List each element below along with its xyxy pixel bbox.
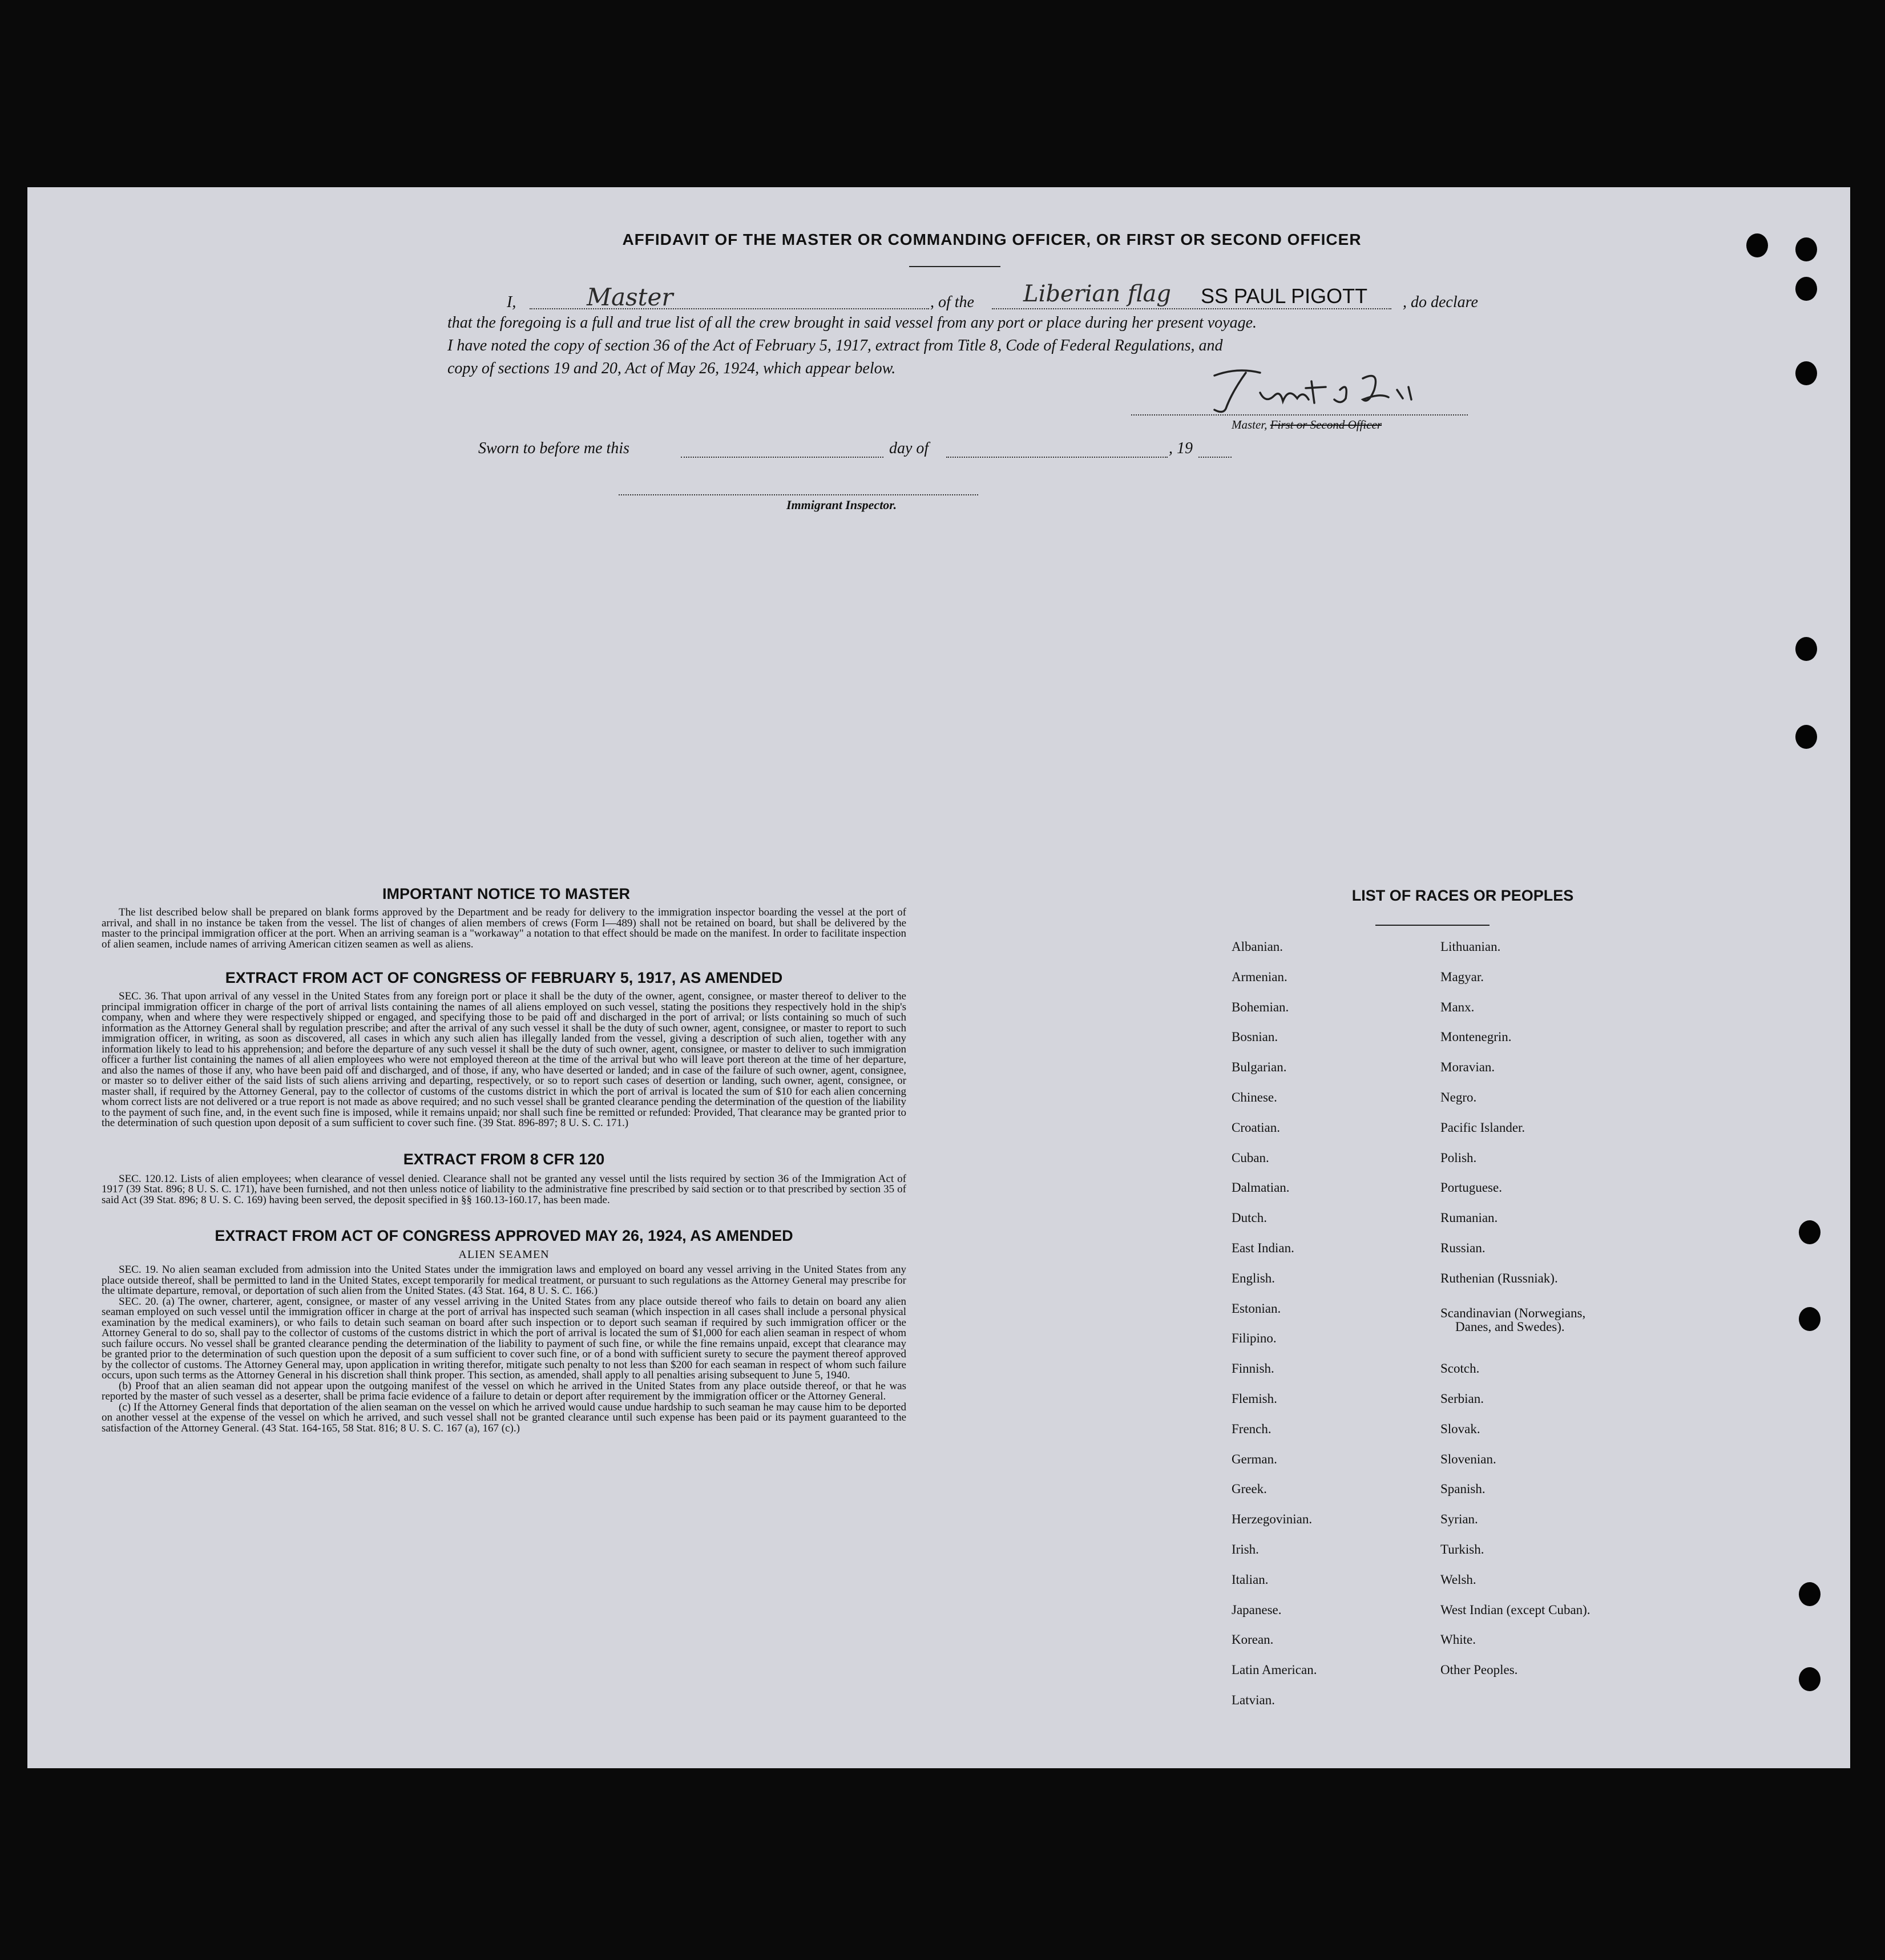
race-item: Pacific Islander. <box>1440 1120 1525 1135</box>
race-item: Slovak. <box>1440 1421 1480 1436</box>
race-item: French. <box>1232 1421 1272 1436</box>
race-item: Korean. <box>1232 1632 1274 1647</box>
race-item: Dalmatian. <box>1232 1180 1290 1195</box>
race-item: Finnish. <box>1232 1361 1274 1376</box>
punch-hole <box>1795 725 1817 749</box>
races-title: LIST OF RACES OR PEOPLES <box>1351 887 1574 904</box>
race-item: Albanian. <box>1232 939 1283 954</box>
extract-cfr-title: EXTRACT FROM 8 CFR 120 <box>403 1150 605 1168</box>
race-item: Croatian. <box>1232 1120 1280 1135</box>
notice-title: IMPORTANT NOTICE TO MASTER <box>382 885 630 902</box>
race-item: Estonian. <box>1232 1301 1281 1316</box>
caption-master: Master, <box>1232 418 1268 431</box>
race-item: Spanish. <box>1440 1482 1486 1497</box>
race-item: Manx. <box>1440 999 1475 1014</box>
punch-hole <box>1799 1667 1821 1691</box>
race-item: Cuban. <box>1232 1150 1269 1165</box>
race-item: Slovenian. <box>1440 1451 1496 1466</box>
sworn-month-field <box>946 439 1168 458</box>
vessel-name: SS PAUL PIGOTT <box>1201 284 1368 308</box>
race-item: Syrian. <box>1440 1512 1478 1527</box>
race-item: Montenegrin. <box>1440 1030 1512 1044</box>
signature-line <box>1131 414 1468 416</box>
sworn-line <box>478 439 1277 462</box>
race-item: Lithuanian. <box>1440 939 1501 954</box>
race-item: Welsh. <box>1440 1572 1476 1587</box>
punch-hole <box>1795 277 1817 301</box>
extract-1924-subtitle: ALIEN SEAMEN <box>458 1248 550 1261</box>
punch-hole <box>1799 1220 1821 1244</box>
left-column <box>102 885 906 1434</box>
affidavit-title: AFFIDAVIT OF THE MASTER OR COMMANDING OFFICER, OR FIRST OR SECOND OFFICER <box>622 231 1362 248</box>
sworn-year-field <box>1198 439 1232 458</box>
race-item: Japanese. <box>1232 1602 1282 1617</box>
race-item: Moravian. <box>1440 1060 1495 1075</box>
race-item: Other Peoples. <box>1440 1663 1518 1677</box>
sec19-text: SEC. 19. No alien seaman excluded from admission into the United States under the immigration laws and employed on board any vessel arriving in the United States from any place outside thereof, shall be permitted to land in the United States, except temporarily for medical treatment, or pursuant to such regulations as the Attorney General may prescribe for the ultimate departure, removal, or deportation of such alien from the United States. (43 Stat. 164, 8 U. S. C. 166.) <box>102 1264 906 1297</box>
race-item: Latin American. <box>1232 1663 1317 1677</box>
sec20a-text: SEC. 20. (a) The owner, charterer, agent, consignee, or master of any vessel arriving in the United States from any place outside thereof who fails to detain on board any alien seaman employed on such vessel until the immigration officer in charge at the port of arrival has inspected such seaman (which inspection in all cases shall include a personal physical examination by the medical examiners), or who fails to detain such seaman on board after such inspection or to deport such seaman if required by such immigration officer or the Attorney General to do so, shall pay to the collector of customs of the customs district in which the port of arrival is located the sum of $1,000 for each alien seaman in respect of whom such failure occurs. No vessel shall be granted clearance pending the determination of the liability to payment of such fine, or while the fine remains unpaid, except that clearance may be granted prior to the determination of such question upon the deposit of a sum sufficient to cover such fine, or of a bond with sufficient surety to secure the payment thereof approved by the collector of customs. The Attorney General may, upon application in writing therefor, mitigate such penalty to not less than $200 for each seaman in respect of whom such failure occurs, upon such terms as the Attorney General in his discretion shall think proper. This section, as amended, shall apply to all penalties arising subsequent to June 5, 1940. <box>102 1295 906 1381</box>
affidavit-line-4: copy of sections 19 and 20, Act of May 26, 1924, which appear below. <box>447 360 896 377</box>
document-page <box>27 187 1850 1768</box>
race-item: West Indian (except Cuban). <box>1440 1602 1591 1617</box>
caption-struck: First or Second Officer <box>1270 418 1382 431</box>
affidavit-line-3: I have noted the copy of section 36 of the Act of February 5, 1917, extract from Title 8, Code of Federal Regulations, and <box>447 337 1223 354</box>
race-item: Herzegovinian. <box>1232 1512 1313 1527</box>
race-item: Danes, and Swedes). <box>1455 1319 1565 1334</box>
punch-hole <box>1795 637 1817 661</box>
of-the-label: , of the <box>930 293 974 311</box>
extract-1917-title: EXTRACT FROM ACT OF CONGRESS OF FEBRUARY 5, 1917, AS AMENDED <box>225 969 783 986</box>
race-item: Rumanian. <box>1440 1211 1498 1225</box>
affidavit-line-1 <box>478 281 1494 313</box>
race-item: Russian. <box>1440 1241 1486 1255</box>
race-item: Greek. <box>1232 1482 1267 1497</box>
affidavit-line-2: that the foregoing is a full and true list of all the crew brought in said vessel from any port or place during her present voyage. <box>447 314 1257 332</box>
day-of-label: day of <box>889 439 929 457</box>
race-item: Armenian. <box>1232 969 1287 984</box>
inspector-caption: Immigrant Inspector. <box>786 498 897 512</box>
extract-1917-text: SEC. 36. That upon arrival of any vessel in the United States from any foreign port or place it shall be the duty of the owner, agent, consignee, or master thereof to deliver to the principal immigration officer in charge of the port of arrival lists containing the names of all aliens employed on such vessel, stating the positions they respectively hold in the ship's company, when and where they were respectively shipped or engaged, and specifying those to be paid off and discharged in the port of arrival; or lists containing so much of such information as the Attorney General shall by regulation prescribe; and after the arrival of any such vessel it shall be the duty of such owner, agent, consignee, or master to report to such immigration officer, in writing, as soon as discovered, all cases in which any such alien has illegally landed from the vessel, giving a description of such alien, together with any information likely to lead to his apprehension; and before the departure of any such vessel it shall be the duty of such owner, agent, consignee, or master to deliver to such immigration officer a further list containing the names of all alien employees who were not employed thereon at the time of the arrival but who will leave port thereon at the time of her departure, and also the names of those if any, who have been paid off and discharged, and of those, if any, who have deserted or landed; and in case of the failure of such owner, agent, consignee, or master so to deliver either of the said lists of such aliens arriving and departing, respectively, or so to report such cases of desertion or landing, such owner, agent, consignee, or master shall, if required by the Attorney General, pay to the collector of customs of the customs district in which the port of arrival is located the sum of $10 for each alien concerning whom correct lists are not delivered or a true report is not made as above required; and no such vessel shall be granted clearance pending the determination of the question of the liability to the payment of such fine, and, in the event such fine is imposed, while it remains unpaid; nor shall such fine be remitted or refunded: Provided, That clearance may be granted prior to the determination of such question upon deposit of a sum sufficient to cover such fine. (39 Stat. 896-897; 8 U. S. C. 171.) <box>102 990 906 1129</box>
sworn-label: Sworn to before me this <box>478 439 629 457</box>
race-item: Bosnian. <box>1232 1030 1278 1044</box>
races-title-rule <box>1375 925 1490 926</box>
race-item: East Indian. <box>1232 1241 1294 1255</box>
race-item: Bulgarian. <box>1232 1060 1287 1075</box>
race-item: Irish. <box>1232 1542 1259 1556</box>
race-item: Scandinavian (Norwegians, <box>1440 1305 1586 1320</box>
race-item: White. <box>1440 1632 1476 1647</box>
punch-hole <box>1746 233 1768 257</box>
race-item: Portuguese. <box>1440 1180 1502 1195</box>
signature-caption <box>1232 418 1382 432</box>
punch-hole <box>1795 361 1817 385</box>
race-item: Scotch. <box>1440 1361 1480 1376</box>
punch-hole <box>1799 1307 1821 1331</box>
races-right-column <box>1440 939 1760 1739</box>
year-prefix: , 19 <box>1169 439 1193 457</box>
vessel-handwritten: Liberian flag <box>1023 281 1172 307</box>
race-item: Dutch. <box>1232 1211 1267 1225</box>
races-left-column <box>1232 939 1448 1739</box>
sec20c-text: (c) If the Attorney General finds that deportation of the alien seaman on the vessel on which he arrived would cause undue hardship to such seaman he may cause him to be deported on another vessel at the expense of the vessel on which he arrived, and such vessel shall not be granted clearance until such expense has been paid or its payment guaranteed to the satisfaction of the Attorney General. (43 Stat. 164-165, 58 Stat. 816; 8 U. S. C. 167 (a), 167 (c).) <box>102 1401 906 1434</box>
race-item: Latvian. <box>1232 1693 1275 1707</box>
sec20b-text: (b) Proof that an alien seaman did not appear upon the outgoing manifest of the vessel on which he arrived in the United States from any place outside thereof, or that he was reported by the master of such vessel as a deserter, shall be prima facie evidence of a failure to detain or deport after requirement by the immigration officer or the Attorney General. <box>102 1380 906 1402</box>
race-item: English. <box>1232 1271 1275 1285</box>
do-declare-label: , do declare <box>1403 293 1478 311</box>
master-name-handwritten: Master <box>587 283 673 311</box>
notice-text: The list described below shall be prepared on blank forms approved by the Department and be ready for delivery to the immigration inspector boarding the vessel at the port of arrival, and shall in no instance be taken from the vessel. The list of changes of alien members of crews (Form I—489) shall not be retained on board, but shall be delivered by the master to the principal immigration officer at the port. When an arriving seaman is a "workaway" a notation to that effect should be made on the manifest. In order to facilitate inspection of alien seamen, include names of arriving American citizen seamen as well as aliens. <box>102 906 906 950</box>
race-item: Polish. <box>1440 1150 1477 1165</box>
race-item: German. <box>1232 1451 1277 1466</box>
race-item: Turkish. <box>1440 1542 1484 1556</box>
extract-1924-title: EXTRACT FROM ACT OF CONGRESS APPROVED MAY 26, 1924, AS AMENDED <box>215 1227 793 1244</box>
race-item: Chinese. <box>1232 1090 1277 1104</box>
sworn-day-field <box>681 439 883 458</box>
race-item: Negro. <box>1440 1090 1477 1104</box>
inspector-line <box>619 494 978 495</box>
punch-hole <box>1799 1582 1821 1606</box>
title-rule <box>909 266 1000 267</box>
extract-cfr-text: SEC. 120.12. Lists of alien employees; when clearance of vessel denied. Clearance shall not be granted any vessel until the lists required by section 36 of the Immigration Act of 1917 (39 Stat. 896; 8 U. S. C. 171), have been furnished, and not then unless notice of liability to the administrative fine prescribed by said section or to that prescribed by section 35 of said Act (39 Stat. 896; 8 U. S. C. 169) having been served, the deposit specified in §§ 160.13-160.17, has been made. <box>102 1172 906 1206</box>
master-signature <box>1192 364 1477 416</box>
i-label: I, <box>507 293 516 311</box>
race-item: Ruthenian (Russniak). <box>1440 1271 1558 1285</box>
race-item: Filipino. <box>1232 1331 1277 1346</box>
punch-hole <box>1795 237 1817 261</box>
race-item: Italian. <box>1232 1572 1269 1587</box>
race-item: Serbian. <box>1440 1392 1484 1406</box>
race-item: Flemish. <box>1232 1392 1277 1406</box>
race-item: Bohemian. <box>1232 999 1289 1014</box>
race-item: Magyar. <box>1440 969 1484 984</box>
